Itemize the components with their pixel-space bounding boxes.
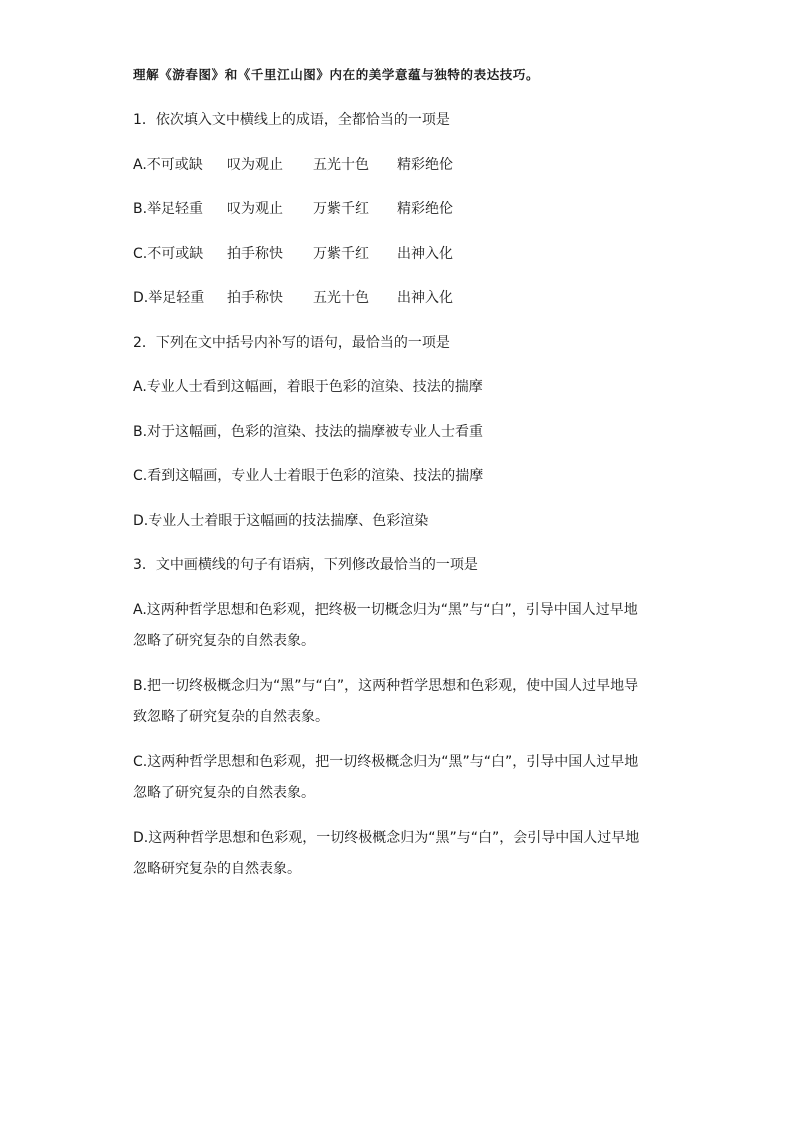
idiom: 精彩绝伦 <box>397 201 453 217</box>
q1-option-d <box>133 291 477 305</box>
q1-option-c <box>133 247 477 261</box>
q2-option-c: C.看到这幅画，专业人士着眼于色彩的渲染、技法的揣摩 <box>133 468 484 484</box>
option-item <box>133 247 227 261</box>
idiom: 五光十色 <box>313 290 369 306</box>
q3-option-a-line2: 忽略了研究复杂的自然表象。 <box>133 633 315 649</box>
q2-option-b: B.对于这幅画，色彩的渲染、技法的揣摩被专业人士看重 <box>133 424 484 440</box>
q2-option-d: D.专业人士着眼于这幅画的技法揣摩、色彩渲染 <box>133 513 429 529</box>
intro-text: 理解《游春图》和《千里江山图》内在的美学意蕴与独特的表达技巧。 <box>133 67 540 82</box>
idiom: 不可或缺 <box>146 157 203 173</box>
idiom: 出神入化 <box>397 290 453 306</box>
idiom: 精彩绝伦 <box>397 157 453 173</box>
option-label: D. <box>133 290 149 306</box>
option-item <box>133 202 227 216</box>
idiom: 举足轻重 <box>147 201 204 217</box>
idiom: 万紫千红 <box>313 246 369 262</box>
idiom: 拍手称快 <box>227 290 283 306</box>
option-item <box>133 291 227 305</box>
q1-option-b <box>133 202 477 216</box>
q2-stem: 2．下列在文中括号内补写的语句，最恰当的一项是 <box>133 335 450 351</box>
q3-option-b-line1: B.把一切终极概念归为“黑”与“白”，这两种哲学思想和色彩观，使中国人过早地导 <box>133 678 639 694</box>
idiom: 万紫千红 <box>313 201 369 217</box>
option-label: B. <box>133 201 148 217</box>
q3-stem: 3．文中画横线的句子有语病，下列修改最恰当的一项是 <box>133 557 478 573</box>
idiom: 举足轻重 <box>148 290 205 306</box>
idiom: 五光十色 <box>313 157 369 173</box>
q3-option-d-line2: 忽略研究复杂的自然表象。 <box>133 861 301 877</box>
q3-option-a-line1: A.这两种哲学思想和色彩观，把终极一切概念归为“黑”与“白”，引导中国人过早地 <box>133 602 638 618</box>
q3-option-c-line2: 忽略了研究复杂的自然表象。 <box>133 785 315 801</box>
idiom: 出神入化 <box>397 246 453 262</box>
idiom: 拍手称快 <box>227 246 283 262</box>
q3-option-c-line1: C.这两种哲学思想和色彩观，把一切终极概念归为“黑”与“白”，引导中国人过早地 <box>133 754 639 770</box>
option-label: C. <box>133 246 148 262</box>
idiom: 不可或缺 <box>147 246 204 262</box>
q1-option-a <box>133 158 477 172</box>
idiom: 叹为观止 <box>227 157 283 173</box>
idiom: 叹为观止 <box>227 201 283 217</box>
option-label: A. <box>133 157 147 173</box>
q1-stem: 1．依次填入文中横线上的成语，全都恰当的一项是 <box>133 112 450 128</box>
q3-option-d-line1: D.这两种哲学思想和色彩观，一切终极概念归为“黑”与“白”，会引导中国人过早地 <box>133 830 640 846</box>
q3-option-b-line2: 致忽略了研究复杂的自然表象。 <box>133 709 329 725</box>
q2-option-a: A.专业人士看到这幅画，着眼于色彩的渲染、技法的揣摩 <box>133 379 483 395</box>
option-item <box>133 158 227 172</box>
